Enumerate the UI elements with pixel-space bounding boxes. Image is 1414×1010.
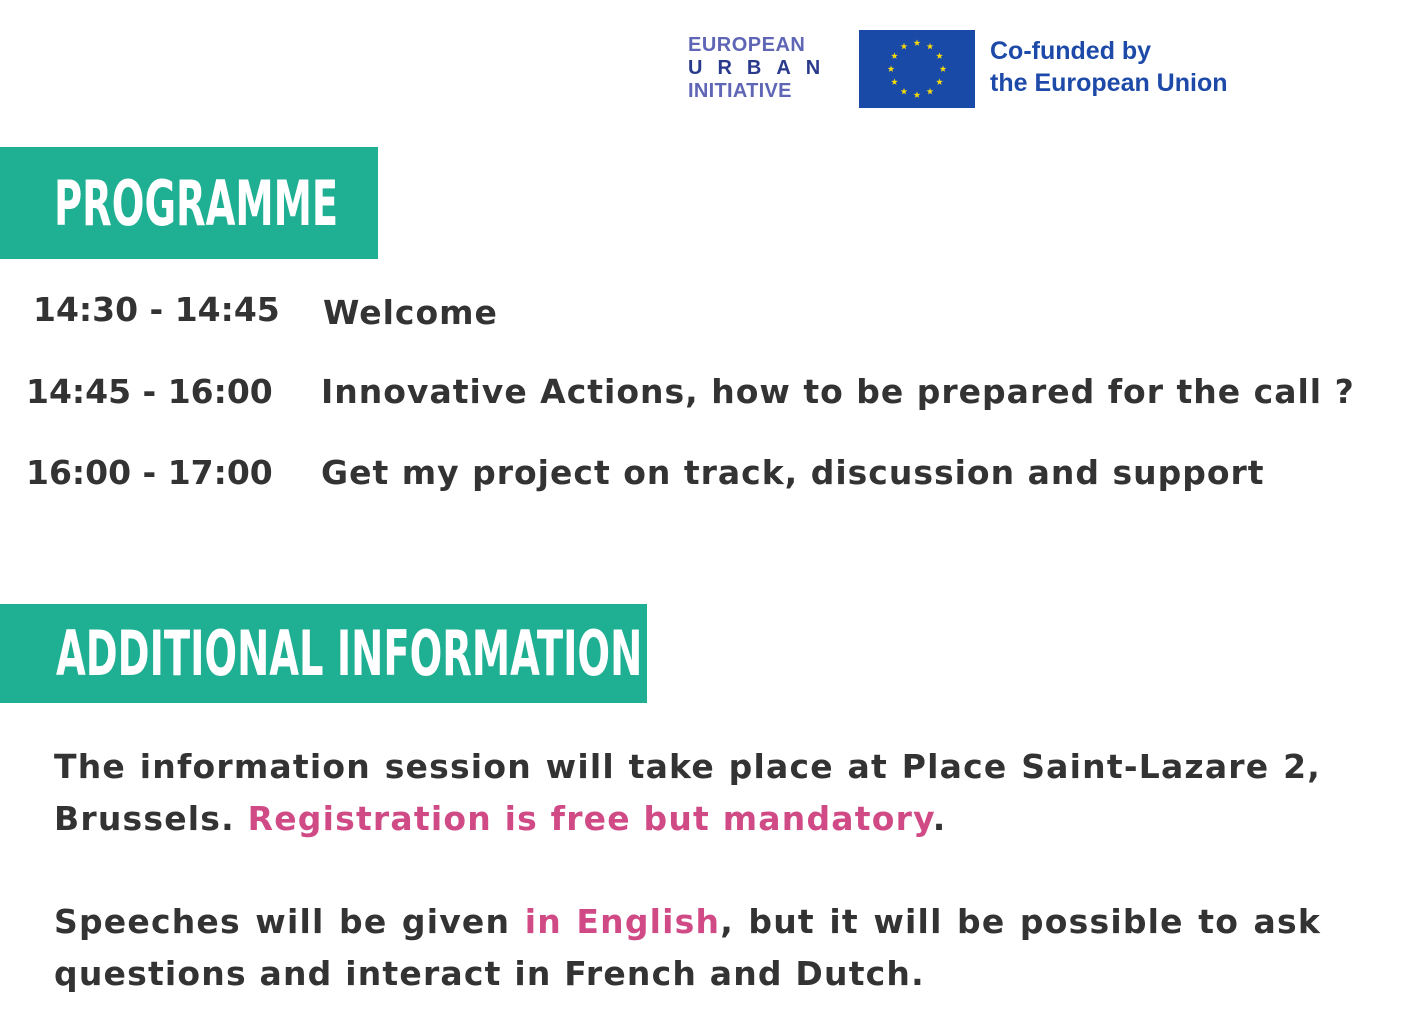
venue-text: The information session will take place at Place Saint-Lazare 2, Brussels. — [54, 747, 1321, 838]
cofunded-label — [990, 35, 1228, 99]
venue-paragraph — [54, 741, 1321, 845]
programme-heading: PROGRAMME — [54, 166, 339, 240]
registration-highlight: Registration is free but mandatory — [247, 799, 933, 838]
eui-logo-line2: URBAN — [688, 57, 836, 79]
additional-info-banner — [0, 604, 647, 703]
european-urban-initiative-logo — [688, 34, 835, 103]
programme-row — [0, 372, 1414, 422]
eu-flag-icon — [859, 30, 975, 108]
programme-time: 16:00 - 17:00 — [26, 453, 273, 492]
language-text-end: , but it will be possible to ask questions and interact in French and Dutch. — [54, 902, 1322, 993]
cofunded-line1: Co-funded by — [990, 37, 1152, 65]
cofunded-line2: the European Union — [990, 69, 1228, 97]
eu-flag-stars — [859, 30, 975, 108]
english-highlight: in English — [524, 902, 721, 941]
eui-logo-line1: EUROPEAN — [688, 34, 806, 56]
eui-logo-line3: INITIATIVE — [688, 80, 792, 102]
programme-row — [0, 290, 1414, 340]
programme-banner — [0, 147, 378, 259]
venue-text-end: . — [932, 799, 947, 838]
programme-topic: Welcome — [323, 293, 498, 332]
programme-topic: Get my project on track, discussion and support — [321, 453, 1265, 492]
programme-time: 14:45 - 16:00 — [26, 372, 273, 411]
programme-row — [0, 453, 1414, 503]
additional-info-heading: ADDITIONAL INFORMATION — [56, 617, 643, 690]
language-paragraph — [54, 896, 1321, 1000]
programme-time: 14:30 - 14:45 — [33, 290, 280, 329]
language-text: Speeches will be given — [54, 902, 525, 941]
programme-topic: Innovative Actions, how to be prepared for the call ? — [321, 372, 1355, 411]
